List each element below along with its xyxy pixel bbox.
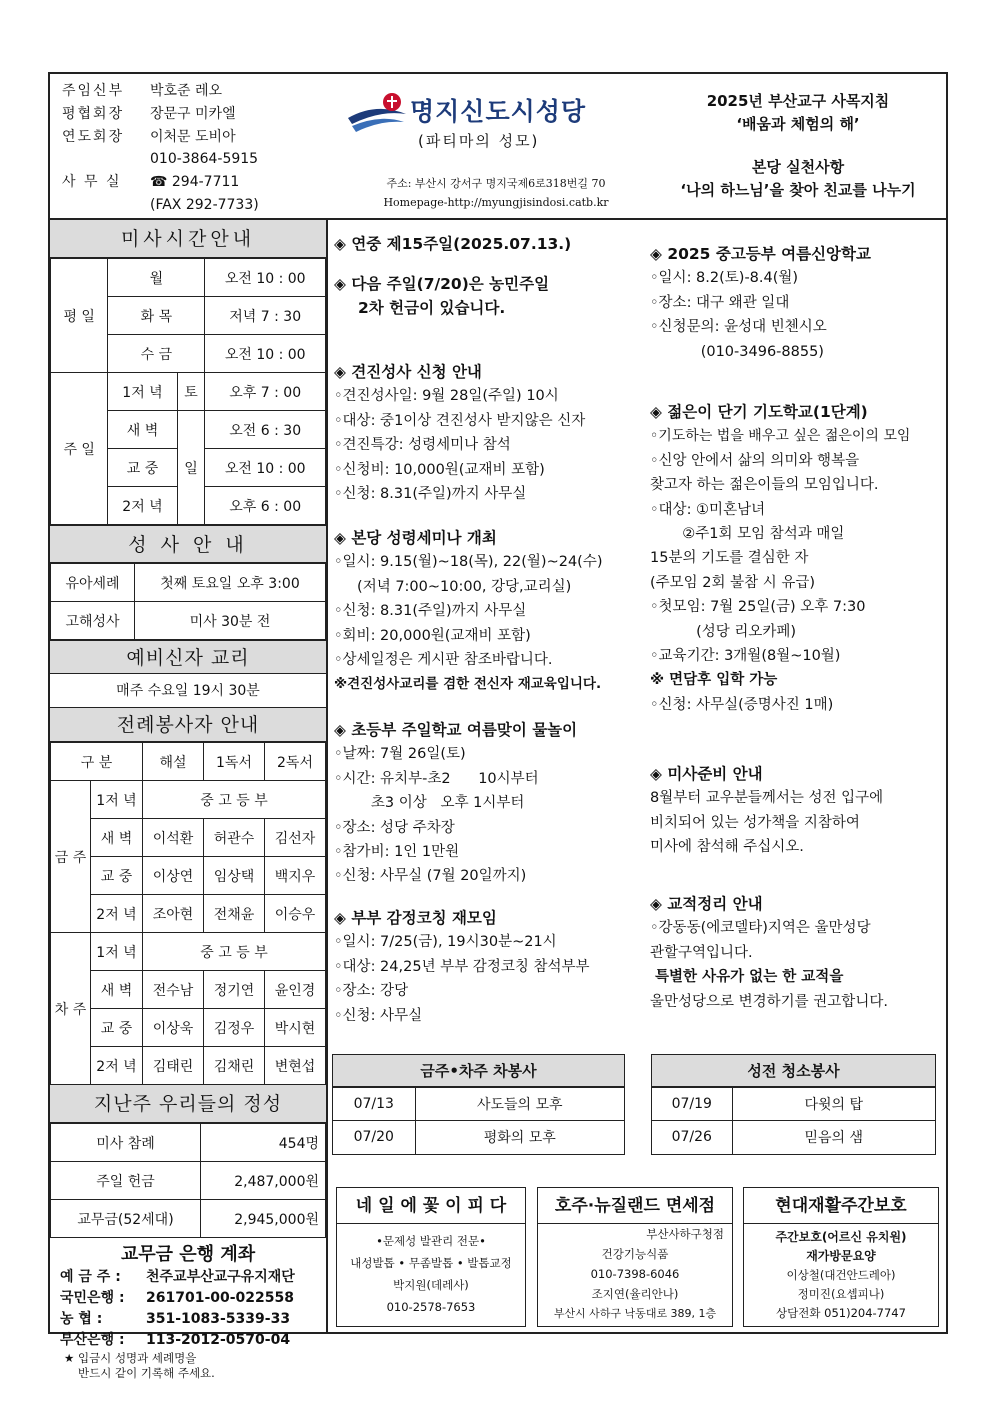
notice-mass-prep: ◈ 미사준비 안내 8월부터 교우분들께서는 성전 입구에 비치되어 있는 성가책을 지참하여 미사에 참석해 주십시오. [650,765,884,856]
address-block [326,174,666,212]
staff-list [62,80,259,217]
sacrament-title: 성 사 안 내 [50,525,326,563]
catechumen-time: 매주 수요일 19시 30분 [50,674,326,708]
bank-row: 예 금 주 : 천주교부산교구유지재단 [60,1269,295,1285]
tea-service-title: 금주•차주 차봉사 [333,1055,624,1087]
tea-service-table: 07/13 사도들의 모후 07/20 평화의 모후 [333,1087,624,1154]
bank-row: 부산은행 : 113-2012-0570-04 [60,1332,291,1348]
staff-row: (FAX 292-7733) [150,196,259,213]
cleaning-service-title: 성전 청소봉사 [652,1055,935,1087]
cleaning-service-box [651,1054,936,1155]
staff-row: 평협회장 장문구 미카엘 [62,105,236,122]
notice-prayer-school: ◈ 젊은이 단기 기도학교(1단계) ◦기도하는 법을 배우고 싶은 젊은이의 모임 ◦신앙 안에서 삶의 의미와 행복을 찾고자 하는 젊은이들의 모임입니다. ◦대상: ①미혼남녀 ②주1회 모임 참석과 매일 15분의 기도를 결심한 자 (주모임 2회 불참 시 유급) ◦첫모임: 7월 25일(금) 오후 7:30 (성당 리오카페) ◦교육기간: 3개월(8월~10월) ※ 면담후 입학 가능 ◦신청: 사무실(증명사진 1매) [650,403,911,713]
bank-row: 농 협 : 351-1083-5339-33 [60,1311,291,1327]
staff-row: 주임신부 박호준 레오 [62,83,223,99]
liturgy-title: 전례봉사자 안내 [50,708,326,742]
guideline-title: 2025년 부산교구 사목지침 [706,92,890,110]
bank-note: 반드시 같이 기록해 주세요. [78,1366,215,1380]
notice-youth-camp: ◈ 2025 중고등부 여름신앙학교 ◦일시: 8.2(토)-8.4(월) ◦장소: 대구 왜관 일대 ◦신청문의: 윤성대 빈첸시오 (010-3496-8855) [650,245,871,360]
notice-couple-coaching: ◈ 부부 감정코칭 재모임 ◦일시: 7/25(금), 19시30분~21시 ◦대상: 24,25년 부부 감정코칭 참석부부 ◦장소: 강당 ◦신청: 사무실 [334,909,590,1024]
tea-service-box [332,1054,625,1155]
header [50,74,946,220]
notice-seminar: ◈ 본당 성령세미나 개최 ◦일시: 9.15(월)~18(목), 22(월)~24(수) (저녁 7:00~10:00, 강당,교리실) ◦신청: 8.31(주일)까지 사무실 ◦회비: 20,000원(교재비 포함) ◦상세일정은 게시판 참조바랍니다. ※견진성사교리를 겸한 전신자 재교육입니다. [334,529,603,693]
notice-water-play: ◈ 초등부 주일학교 여름맞이 물놀이 ◦날짜: 7월 26일(토) ◦시간: 유치부-초2 10시부터 초3 이상 오후 1시부터 ◦장소: 성당 주차장 ◦참가비: 1인 1만원 ◦신청: 사무실 (7월 20일까지) [334,721,578,885]
ad-nail-shop: 네 일 에 꽃 이 피 다 •문제성 발관리 전문• 내성발톱 • 무좀발톱 • 발톱교정 박지원(데레사) 010-2578-7653 [336,1187,526,1327]
cleaning-service-table: 07/19 다윗의 탑 07/26 믿음의 샘 [652,1087,935,1154]
bank-note: ★ 입금시 성명과 세례명을 [64,1351,197,1365]
ad-rehab-daycare: 현대재활주간보호 주간보호(어르신 유치원) 재가방문요양 이상철(대건안드레아) 정미진(요셉피나) 상담전화 051)204-7747 [743,1187,939,1327]
staff-row: 연도회장 이처문 도비아 [62,128,236,145]
mass-title: 미사시간안내 [50,220,326,258]
bank-title: 교무금 은행 계좌 [120,1244,256,1265]
next-week-label: 차 주 [51,933,91,1085]
offering-title: 지난주 우리들의 정성 [50,1085,326,1123]
ad-duty-free: 호주·뉴질랜드 면세점 부산사하구청점 건강기능식품 010-7398-6046 조지연(율리안나) 부산시 사하구 낙동대로 389, 1층 [537,1187,733,1327]
bank-block [50,1238,326,1381]
church-emblem-icon [346,88,408,134]
this-week-label: 금 주 [51,781,91,933]
church-name: 명지신도시성당 [410,97,587,126]
sunday-label: 주 일 [51,373,108,525]
practice-title: 본당 실천사항 [751,158,845,176]
notice-parish-register: ◈ 교적정리 안내 ◦강동동(에코델타)지역은 울만성당 관할구역입니다. 특별한 사유가 없는 한 교적을 울만성당으로 변경하기를 권고합니다. [650,895,888,1010]
address: 주소: 부산시 강서구 명지국제6로318번길 70 [386,177,606,190]
guideline-theme: ‘배움과 체험의 해’ [736,115,860,133]
bank-row: 국민은행 : 261701-00-022558 [60,1290,294,1306]
notice-farmer-sunday: ◈ 다음 주일(7/20)은 농민주일 2차 헌금이 있습니다. [334,275,550,318]
catechumen-title: 예비신자 교리 [50,640,326,674]
bulletin-frame [48,72,948,1380]
weekday-label: 평 일 [51,259,108,373]
guideline-block [650,90,946,202]
offering-table: 미사 참례 454명 주일 헌금 2,487,000원 교무금(52세대) 2,945,000원 [50,1123,326,1238]
left-column [50,220,328,1380]
practice-theme: ‘나의 하느님’을 찾아 친교를 나누기 [680,181,916,199]
staff-row: 사 무 실 ☎ 294-7711 [62,174,240,191]
liturgy-table: 구 분 해설 1독서 2독서 금 주 1저 녁 중 고 등 부 새 벽 이석환 허관수 김선자 교 중 이상연 임상택 백지우 2저 녁 조아현 전채윤 이승우 차 주 1저 녁 중 고 등 부 새 벽 전수남 정기연 윤인경 교 중 이상욱 김정우 박시현 2저 녁 김태린 김채린 변현섭 [50,742,326,1085]
church-subtitle: (파티마의 성모) [418,132,540,150]
notice-confirmation: ◈ 견진성사 신청 안내 ◦견진성사일: 9월 28일(주일) 10시 ◦대상: 중1이상 견진성사 받지않은 신자 ◦견진특강: 성령세미나 참석 ◦신청비: 10,000원(교재비 포함) ◦신청: 8.31(주일)까지 사무실 [334,363,586,503]
homepage-link[interactable]: Homepage-http://myungjisindosi.catb.kr [383,196,609,209]
sacrament-table: 유아세례 첫째 토요일 오후 3:00 고해성사 미사 30분 전 [50,563,326,640]
notice-sunday: ◈ 연중 제15주일(2025.07.13.) [334,235,572,253]
notice-area [328,220,946,1050]
mass-table: 평 일 월 오전 10 : 00 화 목 저녁 7 : 30 수 금 오전 10 : 00 주 일 1저 녁 토 오후 7 : 00 새 벽 일 오전 6 : 30 교 중 오전 10 : 00 2저 녁 오후 6 : 00 [50,258,326,525]
staff-row: 010-3864-5915 [150,151,259,168]
